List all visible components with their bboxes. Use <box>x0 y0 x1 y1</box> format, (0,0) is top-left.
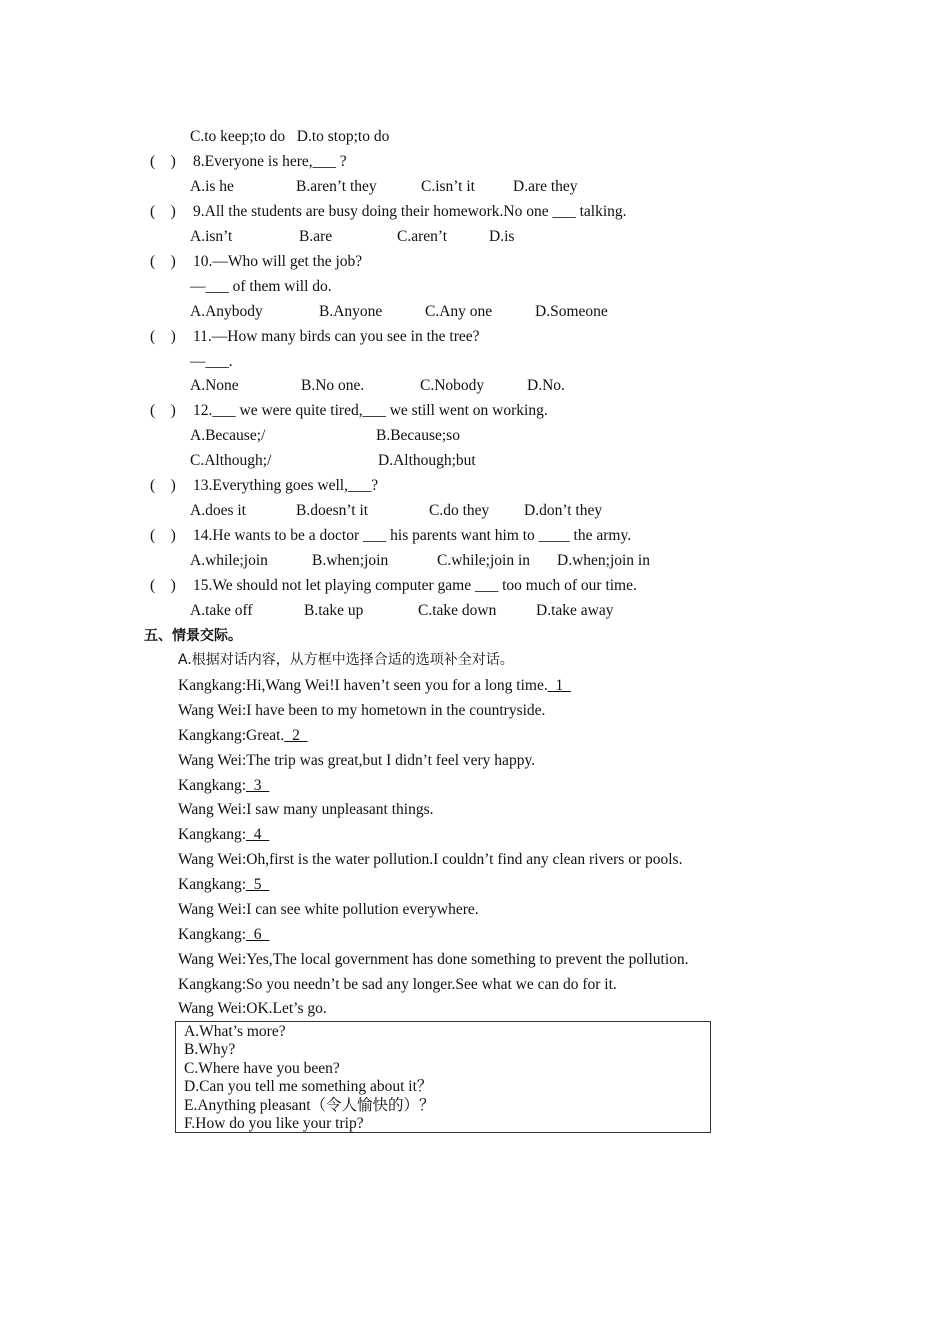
answer-paren-12[interactable]: ( ) <box>150 402 176 419</box>
question-14-stem: 14.He wants to be a doctor ___ his parents want him to ____ the army. <box>193 527 632 544</box>
q15-option-a: A.take off <box>190 602 253 619</box>
box-option-b: B.Why? <box>184 1041 236 1058</box>
dialog-line-2 <box>178 701 545 721</box>
section-5-instruction: A.根据对话内容，从方框中选择合适的选项补全对话。 <box>178 652 514 668</box>
answer-paren-11[interactable]: ( ) <box>150 328 176 345</box>
question-13-stem: 13.Everything goes well,___? <box>193 477 379 494</box>
dialog-line-5 <box>178 776 269 796</box>
box-option-c: C.Where have you been? <box>184 1060 340 1077</box>
dialog-line-3 <box>178 726 308 746</box>
q15-option-d: D.take away <box>536 602 614 619</box>
dialog-speaker: Kangkang: <box>178 926 247 943</box>
q13-option-c: C.do they <box>429 502 490 519</box>
dialog-line-10 <box>178 900 479 920</box>
question-11-reply: —___. <box>190 353 233 370</box>
dialog-line-11 <box>178 925 269 945</box>
q10-option-d: D.Someone <box>535 303 608 320</box>
dialog-text: So you needn’t be sad any longer.See what we can do for it. <box>246 976 617 993</box>
dialog-line-8 <box>178 850 682 870</box>
q13-option-d: D.don’t they <box>524 502 603 519</box>
dialog-text: Great. <box>246 727 285 744</box>
q10-option-b: B.Anyone <box>319 303 383 320</box>
section-5-title: 五、情景交际。 <box>144 628 242 644</box>
q9-option-b: B.are <box>299 228 333 245</box>
q14-option-d: D.when;join in <box>557 552 650 569</box>
dialog-speaker: Kangkang: <box>178 826 247 843</box>
dialog-blank-4[interactable]: 4 <box>246 826 270 843</box>
dialog-line-13 <box>178 975 617 995</box>
q15-option-b: B.take up <box>304 602 364 619</box>
dialog-speaker: Kangkang: <box>178 677 247 694</box>
dialog-blank-6[interactable]: 6 <box>246 926 270 943</box>
dialog-blank-3[interactable]: 3 <box>246 777 270 794</box>
box-option-a: A.What’s more? <box>184 1023 286 1040</box>
dialog-speaker: Wang Wei: <box>178 752 247 769</box>
dialog-text: The trip was great,but I didn’t feel very happy. <box>246 752 536 769</box>
q14-option-b: B.when;join <box>312 552 389 569</box>
dialog-blank-5[interactable]: 5 <box>246 876 270 893</box>
dialog-text: Hi,Wang Wei!I haven’t seen you for a long time. <box>246 677 548 694</box>
dialog-line-4 <box>178 751 535 771</box>
answer-paren-14[interactable]: ( ) <box>150 527 176 544</box>
dialog-blank-2[interactable]: 2 <box>284 727 308 744</box>
q9-option-a: A.isn’t <box>190 228 233 245</box>
q15-option-c: C.take down <box>418 602 497 619</box>
dialog-text: Yes,The local government has done something to prevent the pollution. <box>246 951 689 968</box>
answer-paren-9[interactable]: ( ) <box>150 203 176 220</box>
dialog-line-1 <box>178 676 571 696</box>
dialog-speaker: Kangkang: <box>178 876 247 893</box>
answer-paren-8[interactable]: ( ) <box>150 153 176 170</box>
dialog-text: OK.Let’s go. <box>246 1000 327 1017</box>
question-10-stem: 10.—Who will get the job? <box>193 253 363 270</box>
dialog-text: I have been to my hometown in the countryside. <box>246 702 546 719</box>
dialog-line-7 <box>178 825 269 845</box>
q10-option-a: A.Anybody <box>190 303 263 320</box>
answer-paren-10[interactable]: ( ) <box>150 253 176 270</box>
question-12-stem: 12.___ we were quite tired,___ we still went on working. <box>193 402 548 419</box>
dialog-speaker: Kangkang: <box>178 727 247 744</box>
q8-option-d: D.are they <box>513 178 578 195</box>
question-9-stem: 9.All the students are busy doing their homework.No one ___ talking. <box>193 203 627 220</box>
q14-option-a: A.while;join <box>190 552 268 569</box>
q8-option-c: C.isn’t it <box>421 178 475 195</box>
dialog-line-12 <box>178 950 689 970</box>
dialog-line-9 <box>178 875 269 895</box>
q9-option-d: D.is <box>489 228 515 245</box>
q12-option-d: D.Although;but <box>378 452 476 469</box>
dialog-speaker: Wang Wei: <box>178 702 247 719</box>
q12-option-b: B.Because;so <box>376 427 460 444</box>
q8-option-b: B.aren’t they <box>296 178 377 195</box>
question-15-stem: 15.We should not let playing computer game ___ too much of our time. <box>193 577 637 594</box>
dialog-text: I saw many unpleasant things. <box>246 801 434 818</box>
q14-option-c: C.while;join in <box>437 552 530 569</box>
q7-options-cd: C.to keep;to do D.to stop;to do <box>190 128 390 145</box>
dialog-line-6 <box>178 800 434 820</box>
dialog-speaker: Wang Wei: <box>178 1000 247 1017</box>
q11-option-a: A.None <box>190 377 239 394</box>
box-option-e: E.Anything pleasant（令人愉快的）？ <box>184 1097 435 1114</box>
q9-option-c: C.aren’t <box>397 228 448 245</box>
q10-option-c: C.Any one <box>425 303 493 320</box>
dialog-speaker: Kangkang: <box>178 777 247 794</box>
q12-option-c: C.Although;/ <box>190 452 272 469</box>
options-box <box>175 1021 711 1133</box>
q11-option-c: C.Nobody <box>420 377 485 394</box>
q11-option-d: D.No. <box>527 377 565 394</box>
dialog-text: Oh,first is the water pollution.I couldn’t find any clean rivers or pools. <box>246 851 683 868</box>
question-10-reply: —___ of them will do. <box>190 278 332 295</box>
q11-option-b: B.No one. <box>301 377 365 394</box>
dialog-line-14 <box>178 999 327 1019</box>
q12-option-a: A.Because;/ <box>190 427 266 444</box>
q13-option-a: A.does it <box>190 502 246 519</box>
dialog-speaker: Wang Wei: <box>178 901 247 918</box>
q8-option-a: A.is he <box>190 178 234 195</box>
question-11-stem: 11.—How many birds can you see in the tree? <box>193 328 480 345</box>
dialog-blank-1[interactable]: 1 <box>547 677 571 694</box>
dialog-speaker: Wang Wei: <box>178 801 247 818</box>
box-option-f: F.How do you like your trip? <box>184 1115 364 1132</box>
dialog-speaker: Wang Wei: <box>178 951 247 968</box>
answer-paren-15[interactable]: ( ) <box>150 577 176 594</box>
dialog-text: I can see white pollution everywhere. <box>246 901 479 918</box>
dialog-speaker: Wang Wei: <box>178 851 247 868</box>
box-option-d: D.Can you tell me something about it？ <box>184 1078 433 1095</box>
dialog-speaker: Kangkang: <box>178 976 247 993</box>
q13-option-b: B.doesn’t it <box>296 502 369 519</box>
question-8-stem: 8.Everyone is here,___ ? <box>193 153 347 170</box>
answer-paren-13[interactable]: ( ) <box>150 477 176 494</box>
